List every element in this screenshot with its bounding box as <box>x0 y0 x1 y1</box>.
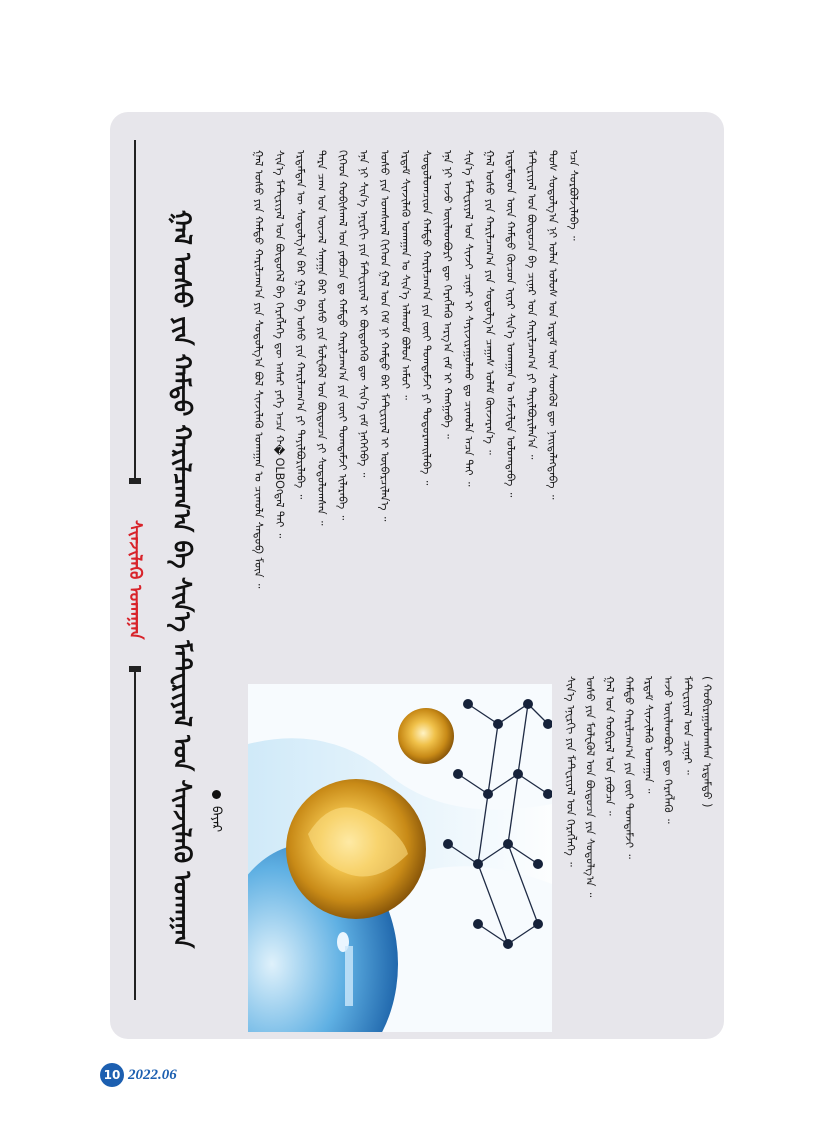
body-column: ᠲᠤᠰ ᠰᠤᠳᠤᠯᠭ᠎ᠠ ᠨᠢ ᠣᠯᠠᠨ ᠤᠯᠤᠰ ᠤᠨ ᠡᠷᠳᠡᠮ ᠦᠨ ᠰᠡᠳᠭᠦᠯ ᠳᠦ ᠨᠡᠢᠲᠡᠯᠡᠭᠳᠡᠪᠡ ᠃ <box>546 150 559 500</box>
body-column: ᠲᠡᠷᠡ ᠴᠠᠭ ᠤᠨ ᠦᠵᠡᠯ ᠰᠠᠨᠠᠭᠠ ᠪᠠᠷ ᠤᠰᠤ ᠶᠢᠨ ᠮᠣᠯᠧᠺᠦᠯ ᠤᠨ ᠪᠦᠲᠦᠴᠡ ᠶᠢ ᠰᠤᠳᠤᠯᠤᠭᠰᠠᠨ ᠃ <box>315 150 328 526</box>
body-column: ᠡᠴᠡ ᠰᠤᠷᠪᠤᠯᠵᠢᠯᠠᠪᠠ ᠃ <box>567 150 580 241</box>
body-column: ᠬᠢᠭᠡᠳ ᠬᠤᠪᠢᠰᠬᠠᠯ ᠤᠨ ᠶᠠᠪᠤᠴᠠ ᠳᠤ ᠬᠠᠮᠲᠤ ᠬᠠᠷᠢᠯᠴᠠᠭ᠎ᠠ ᠶᠢᠨ ᠵᠦᠢ ᠲᠣᠭᠲᠠᠮᠵᠢ ᠢᠯᠡᠷᠡᠪᠡ ᠃ <box>336 150 349 521</box>
author-name: ᠪᠠᠶᠠᠷ <box>208 806 224 833</box>
author-byline <box>205 790 227 900</box>
issue-date: 2022.06 <box>128 1066 177 1083</box>
body-column: ᠡᠷᠳᠡᠮᠲᠡᠳ ᠦᠨ ᠬᠠᠮᠲᠤ ᠬᠦᠴᠦᠨ ᠢᠶᠡᠷ ᠰᠢᠨ᠎ᠡ ᠤᠬᠠᠭᠠᠨ ᠤ ᠠᠮᠵᠢᠯᠲᠠ ᠣᠯᠤᠭᠳᠠᠪᠠ ᠃ <box>504 150 517 498</box>
body-column: ᠭᠠᠯ ᠤᠰᠤ ᠶᠢᠨ ᠬᠠᠮᠲᠤ ᠬᠠᠷᠢᠯᠴᠠᠭ᠎ᠠ ᠶᠢᠨ ᠰᠤᠳᠤᠯᠭ᠎ᠠ ᠪᠤᠯ ᠰᠢᠨᠵᠢᠯᠡᠬᠦ ᠤᠬᠠᠭᠠᠨ ᠤ ᠴᠢᠬᠤᠯᠠ ᠰᠡᠳᠦᠪ ᠮᠥᠨ ᠃ <box>252 150 265 589</box>
body-column: ᠰᠢᠨ᠎ᠡ ᠮᠠᠲ᠋ᠧᠷᠢᠶᠠᠯ ᠤᠨ ᠰᠢᠨᠵᠢ ᠴᠢᠨᠠᠷ ᠢ ᠰᠠᠶᠢᠵᠢᠷᠠᠭᠤᠯᠬᠤ ᠳᠤ ᠴᠢᠬᠤᠯᠠ ᠠᠴᠠ ᠲᠠᠢ ᠃ <box>462 150 475 487</box>
water-column-shape <box>345 946 353 1006</box>
body-column: ᠡᠨᠡ ᠨᠢ ᠰᠢᠨ᠎ᠡ ᠡᠨᠧᠷᠭᠢ ᠶᠢᠨ ᠮᠠᠲ᠋ᠧᠷᠢᠶᠠᠯ ᠢ ᠪᠦᠲᠦᠭᠡᠬᠦ ᠳᠦ ᠰᠢᠨ᠎ᠡ ᠵᠠᠮ ᠨᠡᠭᠡᠭᠡᠪᠡ ᠃ <box>357 150 370 478</box>
article-illustration <box>248 684 552 1032</box>
body-column: ᠡᠷᠳᠡᠮ ᠰᠢᠨᠵᠢᠯᠡᠬᠦ ᠤᠬᠠᠭᠠᠨ ᠤ ᠰᠢᠨ᠎ᠡ ᠠᠯᠬᠤᠮ ᠪᠤᠯᠤᠨ ᠠᠮᠤᠢ ᠃ <box>399 150 412 400</box>
body-column: ᠤᠰᠤ ᠶᠢᠨ ᠮᠣᠯᠧᠺᠦᠯ ᠤᠨ ᠪᠦᠲᠦᠴᠡ ᠶᠢᠨ ᠰᠤᠳᠤᠯᠭ᠎ᠠ ᠃ <box>583 676 597 898</box>
article-title <box>158 210 206 990</box>
section-tag <box>120 490 150 670</box>
article-body-lower <box>560 676 716 1016</box>
gold-sphere-small <box>398 708 454 764</box>
page-number-badge: 10 <box>100 1063 124 1087</box>
section-tag-label: ᠰᠢᠨᠵᠢᠯᠡᠬᠦ ᠤᠬᠠᠭᠠᠨ <box>125 520 145 640</box>
body-column: ᠠᠵᠤ ᠦᠢᠯᠡᠳᠪᠦᠷᠢ ᠳᠦ ᠬᠡᠷᠡᠭᠯᠡᠬᠦ ᠃ <box>661 676 675 824</box>
page-footer <box>100 1063 177 1087</box>
bottom-divider-rule <box>134 670 136 1000</box>
body-column: ᠮᠠᠲ᠋ᠧᠷᠢᠶᠠᠯ ᠤᠨ ᠴᠢᠨᠠᠷ ᠃ <box>681 676 694 775</box>
article-title-text: ᠭᠠᠯ ᠤᠰᠤ ᠶᠢᠨ ᠬᠠᠮᠲᠤ ᠬᠠᠷᠢᠯᠴᠠᠭ᠎ᠠ ᠪᠠ ᠰᠢᠨ᠎ᠡ ᠮᠠᠲ᠋ᠧᠷᠢᠶᠠᠯ ᠤᠨ ᠰᠢᠨᠵᠢᠯᠡᠬᠦ ᠤᠬᠠᠭᠠᠨ <box>168 210 196 949</box>
body-column: ᠤᠰᠤ ᠶᠢᠨ ᠤᠭᠰᠠᠷᠠᠯ ᠬᠢᠭᠡᠳ ᠭᠠᠯ ᠤᠨ ᠬᠡᠮ ᠨᠢ ᠬᠠᠮᠲᠤ ᠪᠡᠷ ᠮᠠᠲ᠋ᠧᠷᠢᠶᠠᠯ ᠢ ᠦᠪᠡᠷᠴᠢᠯᠡᠨ᠎ᠡ ᠃ <box>378 150 391 522</box>
body-column: ᠭᠠᠯ ᠤᠨ ᠬᠤᠪᠢᠷᠠᠯ ᠤᠨ ᠶᠠᠪᠤᠴᠠ ᠃ <box>603 676 616 816</box>
top-rule-cap <box>129 478 141 484</box>
body-column: ᠰᠢᠨ᠎ᠡ ᠡᠨᠧᠷᠭᠢ ᠶᠢᠨ ᠮᠠᠲ᠋ᠧᠷᠢᠶᠠᠯ ᠤᠨ ᠬᠡᠷᠡᠭᠯᠡᠭᠡ ᠃ <box>564 676 577 867</box>
body-column: ᠮᠠᠲ᠋ᠧᠷᠢᠶᠠᠯ ᠤᠨ ᠪᠦᠲᠦᠴᠡ ᠪᠠ ᠴᠢᠨᠠᠷ ᠤᠨ ᠬᠠᠷᠢᠯᠴᠠᠭ᠎ᠠ ᠶᠢ ᠲᠠᠶᠢᠯᠪᠤᠷᠢᠯᠠᠨ᠎ᠠ ᠃ <box>525 150 538 460</box>
top-divider-rule <box>134 140 136 480</box>
body-column: ᠰᠤᠳᠤᠯᠤᠭᠴᠢᠳ ᠬᠠᠮᠲᠤ ᠬᠠᠷᠢᠯᠴᠠᠭ᠎ᠠ ᠶᠢᠨ ᠵᠦᠢ ᠲᠣᠭᠲᠠᠮᠵᠢ ᠶᠢ ᠲᠣᠳᠣᠷᠬᠠᠢᠯᠠᠪᠠ ᠃ <box>420 150 433 486</box>
body-column: ᠡᠨᠡ ᠨᠢ ᠠᠵᠤ ᠦᠢᠯᠡᠳᠪᠦᠷᠢ ᠳᠦ ᠬᠡᠷᠡᠭᠯᠡᠬᠦ ᠠᠷᠭ᠎ᠠ ᠵᠠᠮ ᠢ ᠬᠠᠩᠭᠠᠪᠠ ᠃ <box>441 150 454 439</box>
source-note: ( ᠬᠤᠪᠢᠷᠠᠭᠤᠯᠤᠭᠰᠠᠨ ᠡᠷᠳᠡᠮᠲᠦ ) <box>700 676 714 808</box>
body-column: ᠭᠠᠯ ᠤᠰᠤ ᠶᠢᠨ ᠬᠠᠷᠢᠯᠴᠠᠭ᠎ᠠ ᠶᠢᠨ ᠰᠤᠳᠤᠯᠭ᠎ᠠ ᠴᠠᠭᠠᠰ ᠤᠯᠠᠮ ᠭᠦᠨᠵᠡᠷᠡᠨ᠎ᠡ ᠃ <box>483 150 496 455</box>
body-column: ᠬᠠᠮᠲᠤ ᠬᠠᠷᠢᠯᠴᠠᠭ᠎ᠠ ᠶᠢᠨ ᠵᠦᠢ ᠲᠣᠭᠲᠠᠮᠵᠢ ᠃ <box>622 676 636 859</box>
bullet-dot-icon <box>212 790 221 799</box>
article-body-upper <box>248 150 718 675</box>
illustration-graphic <box>248 684 552 1032</box>
body-column: ᠰᠢᠨ᠎ᠡ ᠮᠠᠲ᠋ᠧᠷᠢᠶᠠᠯ ᠤᠨ ᠪᠦᠲᠦᠭᠡᠯ ᠪᠠ ᠬᠡᠷᠡᠭᠯᠡᠭᠡ ᠳᠦ ᠠᠰᠠᠷ ᠶᠡᠬᠡ ᠠᠴᠠ ᠬ�OLBOᠭᠳᠠᠯ ᠲᠠᠢ ᠃ <box>273 150 286 539</box>
body-column: ᠡᠷᠳᠡᠮ ᠰᠢᠨᠵᠢᠯᠡᠬᠦ ᠤᠬᠠᠭᠠᠨ ᠃ <box>642 676 655 794</box>
body-column: ᠡᠷᠳᠡᠮᠲᠡᠨ ᠦ ᠰᠤᠳᠤᠯᠭ᠎ᠠ ᠪᠠᠷ ᠭᠠᠯ ᠪᠠ ᠤᠰᠤ ᠶᠢᠨ ᠬᠠᠷᠢᠯᠴᠠᠭ᠎ᠠ ᠶᠢ ᠲᠠᠶᠢᠯᠪᠤᠷᠢᠯᠠᠪᠠ ᠃ <box>294 150 307 500</box>
